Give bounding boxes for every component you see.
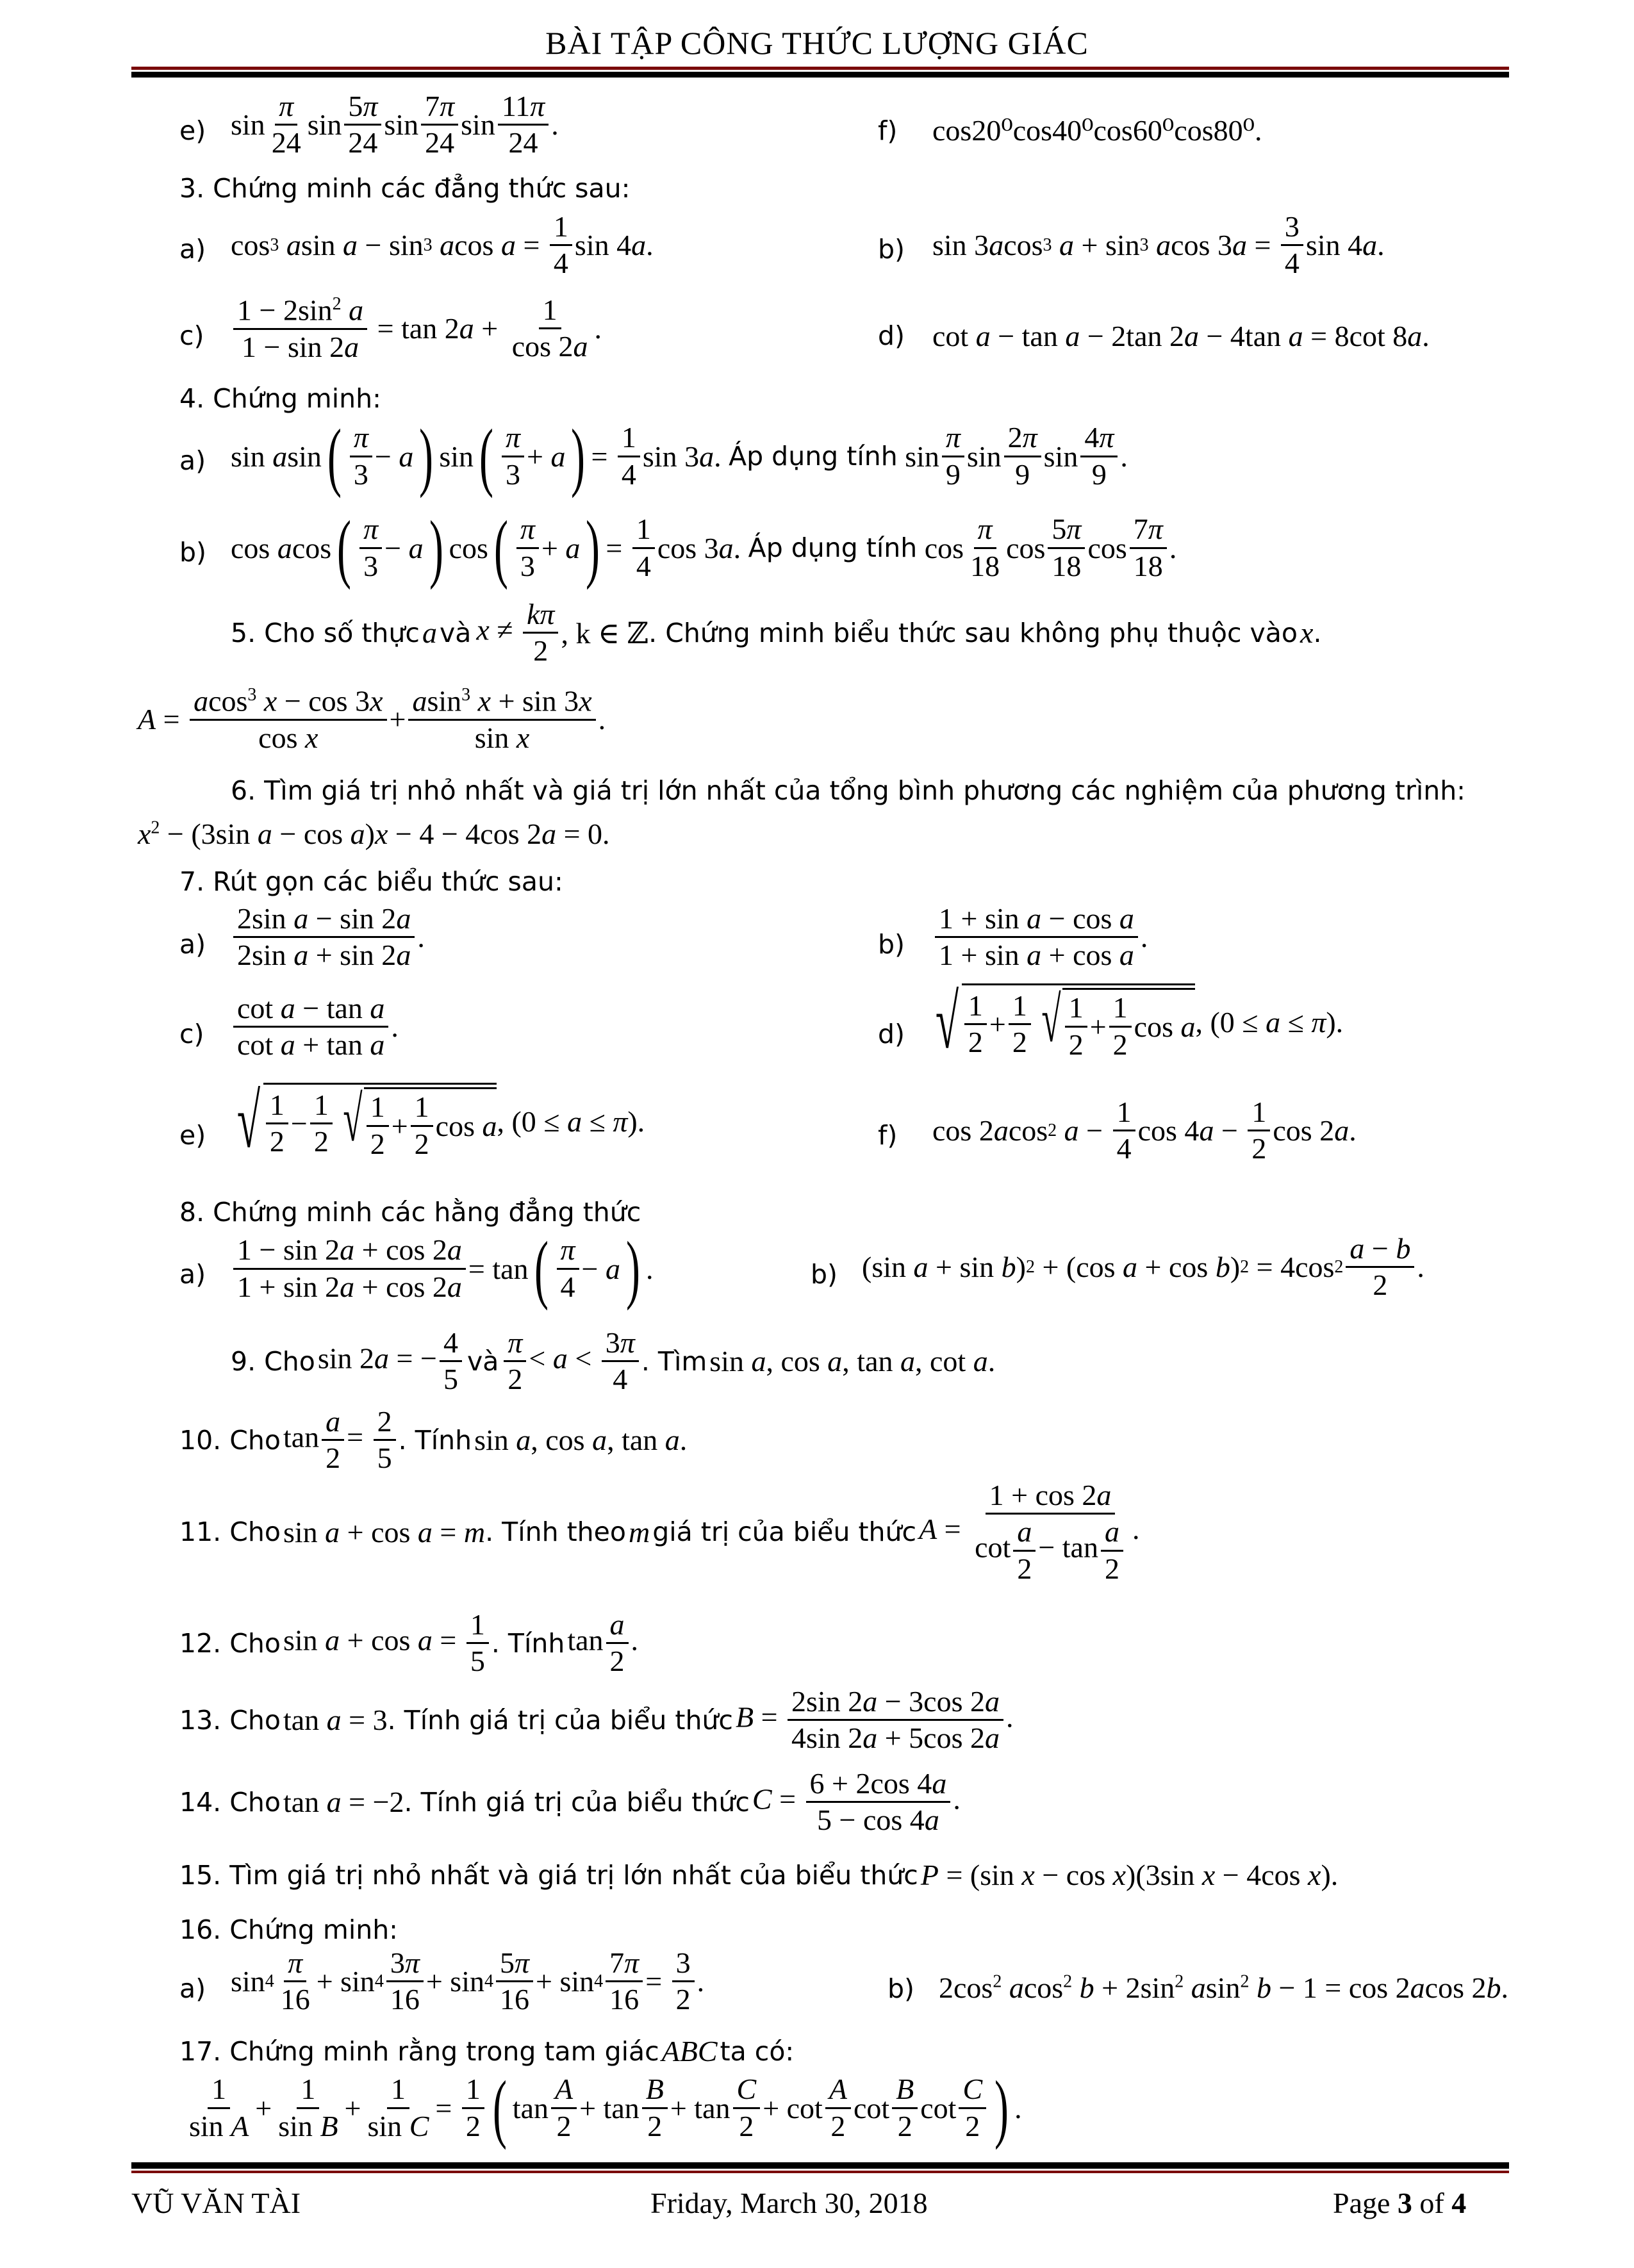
q5-title-post: . Chứng minh biểu thức sau không phụ thuộc vào xyxy=(648,617,1298,648)
q4-label-a: a) xyxy=(179,445,206,476)
q7c-formula: $\frac{\text{cot a − tan a}}{\text{cot a + tan a}}$ . xyxy=(231,993,399,1061)
q6-equation: $x^2 - (3\sin$ a − cos a)x − 4 − 4cos 2a = 0. xyxy=(138,818,610,850)
q14-post: . Tính giá trị của biểu thức xyxy=(404,1786,750,1818)
q13-expression: B = $\frac{2\sin 2a - 3\cos 2a}{4\sin 2a + 5\cos 2a}$ . xyxy=(735,1685,1014,1755)
header-rule-red xyxy=(131,67,1509,70)
q5-var-a: a xyxy=(422,616,437,650)
q4-title: 4. Chứng minh: xyxy=(179,383,381,414)
q4a-apply-text: Áp dụng tính xyxy=(729,441,898,472)
q17-abc: ABC xyxy=(661,2035,718,2067)
q9-pre: 9. Cho xyxy=(231,1345,315,1377)
q7-label-e: e) xyxy=(179,1120,206,1151)
q5-va: và xyxy=(439,617,472,648)
q14-given: tan a = −2 xyxy=(283,1786,404,1819)
q9-row xyxy=(231,1327,995,1395)
footer-rule-red xyxy=(131,2171,1509,2173)
q8b-formula: (sin a + sin b ) 2 + (cos a + cos b ) 2 = 4cos 2 $\frac{a - b}{2}$ . xyxy=(862,1232,1424,1302)
q5-title: 5. Cho số thực a và x ≠ $\frac{k\pi}{2}$ , k ∈ ℤ . Chứng minh biểu thức sau không phụ thuộc vào x . xyxy=(231,598,1322,668)
q17-title xyxy=(179,2034,794,2068)
q15-row xyxy=(179,1858,1338,1892)
footer-page-number xyxy=(1333,2186,1466,2220)
q16b-formula: $2\cos^2$ acos$^2$ $b + 2\sin^2$ asin$^2$ b − 1 = cos 2acos 2b. xyxy=(939,1971,1508,2004)
q5-k-cond: , k ∈ ℤ xyxy=(561,616,649,650)
q8a-formula: $\frac{1 - \sin 2a + \cos 2a}{1 + \sin 2a + \cos 2a}$ = tan ( $\frac{\pi}{4}$ − a ) . xyxy=(231,1230,653,1307)
q13-post: . Tính giá trị của biểu thức xyxy=(387,1704,733,1736)
q11-row xyxy=(179,1480,1139,1584)
q7-title: 7. Rút gọn các biểu thức sau: xyxy=(179,866,563,897)
q5-condition: x ≠ $\frac{k\pi}{2}$ xyxy=(476,599,561,667)
q17-title-pre: 17. Chứng minh rằng trong tam giác xyxy=(179,2035,659,2067)
q3-label-a: a) xyxy=(179,234,206,265)
q14-row xyxy=(179,1768,961,1836)
q7-label-d: d) xyxy=(878,1019,905,1049)
footer-author: VŨ VĂN TÀI xyxy=(131,2187,301,2219)
q10-tinh: . Tính xyxy=(398,1424,472,1456)
q11-given: sin a + cos a = m xyxy=(283,1515,486,1549)
page-header-title: BÀI TẬP CÔNG THỨC LƯỢNG GIÁC xyxy=(545,25,1089,61)
q11-var-m: m xyxy=(628,1515,650,1549)
q9-given: sin 2a = − $\frac{4}{5}$ xyxy=(318,1327,465,1395)
q12-pre: 12. Cho xyxy=(179,1627,281,1659)
q3-label-c: c) xyxy=(179,320,204,351)
q8-title: 8. Chứng minh các hằng đẳng thức xyxy=(179,1197,641,1228)
footer-page-total: 4 xyxy=(1451,2187,1467,2219)
q7-label-c: c) xyxy=(179,1019,204,1049)
q7a-formula: $\frac{\text{2sin a − sin 2a}}{\text{2sin a + sin 2a}}$ . xyxy=(231,903,425,971)
q10-given: tan $\frac{a}{2}$ = $\frac{2}{5}$ xyxy=(283,1406,399,1474)
q7b-formula: $\frac{\text{1 + sin a − cos a}}{\text{1 + sin a + cos a}}$ . xyxy=(932,903,1148,971)
footer-page-pre: Page xyxy=(1333,2187,1391,2219)
q9-range: $\frac{\pi}{2}$ < a < $\frac{3\pi}{4}$ xyxy=(501,1327,641,1395)
footer-date: Friday, March 30, 2018 xyxy=(650,2187,928,2219)
q16-label-b: b) xyxy=(887,1973,915,2004)
q16-title: 16. Chứng minh: xyxy=(179,1914,398,1945)
header-rule-black xyxy=(131,72,1509,78)
q15-pre: 15. Tìm giá trị nhỏ nhất và giá trị lớn nhất của biểu thức xyxy=(179,1859,918,1891)
q14-pre: 14. Cho xyxy=(179,1786,281,1818)
q10-row xyxy=(179,1406,687,1474)
q3-title: 3. Chứng minh các đẳng thức sau: xyxy=(179,173,631,204)
q3c-formula: $\frac{1 - 2\sin^2 a}{1 - \sin 2a}$ = tan 2 a + $\frac{1}{\cos 2a}$ . xyxy=(231,295,602,363)
q9-va: và xyxy=(466,1345,499,1377)
q3b-formula: sin 3 a cos 3 a + sin 3 a cos 3 a = $\frac{3}{4}$ sin 4 a . xyxy=(932,210,1385,280)
q9-tim: . Tìm xyxy=(641,1345,707,1377)
q16a-formula: sin 4 $\frac{\pi}{16}$ + sin 4 $\frac{3\pi}{16}$ + sin 4 $\frac{5\pi}{16}$ + sin 4 $\frac{7\pi}{16}$ = $\frac{3}{2}$ . xyxy=(231,1946,705,2016)
q2-label-f: f) xyxy=(878,115,898,146)
q2e-formula: sin $\frac{\pi}{24}$ sin $\frac{5\pi}{24}$ sin $\frac{7\pi}{24}$ sin $\frac{11\pi}{24}$ . xyxy=(231,90,559,160)
q4b-formula: cos a cos ( $\frac{\pi}{3}$ − a ) cos ( $\frac{\pi}{3}$ + a ) = $\frac{1}{4}$ cos 3 a . Áp dụng tính cos $\frac{\pi}{18}$ cos $\frac{5\pi}{18}$ cos $\frac{7\pi}{18}$ . xyxy=(231,505,1177,590)
q12-given: sin a + cos a = $\frac{1}{5}$ xyxy=(283,1609,491,1677)
q8-label-b: b) xyxy=(811,1259,838,1290)
q3-label-d: d) xyxy=(878,320,905,351)
q17-formula: $\frac{1}{\text{sin A}}$ + $\frac{1}{\text{sin B}}$ + $\frac{1}{\text{sin C}}$ = $\frac{1}{2}$ ( tan $\frac{A}{2}$ + tan $\frac{B}{2}$ + tan $\frac{C}{2}$ + cot $\frac{A}{2}$ cot $\frac{B}{2}$ cot $\frac{C}{2}$ ) . xyxy=(189,2065,1022,2150)
q11-pre: 11. Cho xyxy=(179,1516,281,1548)
q7d-formula: √ $\frac{1}{2}$ + $\frac{1}{2}$ √ $\frac{1}{2}$ + $\frac{1}{2}$ cos a , (0 ≤ a ≤ π ). xyxy=(935,979,1344,1064)
q8-label-a: a) xyxy=(179,1259,206,1290)
q3-label-b: b) xyxy=(878,234,905,265)
q4b-apply-text: Áp dụng tính xyxy=(748,532,918,563)
q11-expression: A = 1 + cos 2a cot $\frac{a}{2}$ − tan $\frac{a}{2}$ . xyxy=(919,1479,1140,1585)
q14-expression: C = $\frac{6 + 2\cos 4a}{5 - \cos 4a}$ . xyxy=(752,1767,961,1837)
q5-var-x: x xyxy=(1300,616,1314,650)
q2f-formula: cos20⁰cos40⁰cos60⁰cos80⁰. xyxy=(932,114,1262,147)
q3a-formula: cos 3 a sin a − sin 3 a cos a = $\frac{1}{4}$ sin 4 a . xyxy=(231,210,654,280)
q15-expression: P = (sin x − cos x)(3sin x − 4cos x). xyxy=(920,1859,1339,1891)
q9-find: sin a, cos a, tan a, cot a. xyxy=(709,1345,996,1378)
q3d-formula: cot a − tan a − 2tan 2a − 4tan a = 8cot 8a. xyxy=(932,320,1430,352)
footer-rule-black xyxy=(131,2162,1509,2169)
q7-label-a: a) xyxy=(179,929,206,960)
q13-pre: 13. Cho xyxy=(179,1704,281,1736)
q4a-formula: sin a sin ( $\frac{\pi}{3}$ − a ) sin ( $\frac{\pi}{3}$ + a ) = $\frac{1}{4}$ sin 3 a . Áp dụng tính sin $\frac{\pi}{9}$ sin $\frac{2\pi}{9}$ sin $\frac{4\pi}{9}$ . xyxy=(231,413,1128,498)
q4-label-b: b) xyxy=(179,537,207,568)
q13-given: tan a = 3 xyxy=(283,1704,388,1737)
q16-label-a: a) xyxy=(179,1973,206,2004)
q5-title-pre: 5. Cho số thực xyxy=(231,617,420,648)
q7f-formula: cos 2 a cos 2 a − $\frac{1}{4}$ cos 4 a − $\frac{1}{2}$ cos 2 a . xyxy=(932,1096,1357,1165)
q11-post: giá trị của biểu thức xyxy=(652,1516,917,1548)
q11-mid: . Tính theo xyxy=(485,1516,626,1548)
q13-row xyxy=(179,1686,1013,1754)
q17-title-post: ta có: xyxy=(720,2035,795,2067)
footer-page-current: 3 xyxy=(1397,2187,1412,2219)
q2-label-e: e) xyxy=(179,115,206,146)
q7e-formula: √ $\frac{1}{2}$ − $\frac{1}{2}$ √ $\frac{1}{2}$ + $\frac{1}{2}$ cos a , (0 ≤ a ≤ π ). xyxy=(236,1078,645,1163)
q6-title: 6. Tìm giá trị nhỏ nhất và giá trị lớn nhất của tổng bình phương các nghiệm của phương trình: xyxy=(231,775,1465,806)
q7-label-f: f) xyxy=(878,1120,898,1151)
q10-pre: 10. Cho xyxy=(179,1424,281,1456)
q12-row xyxy=(179,1609,638,1677)
footer-page-of: of xyxy=(1419,2187,1444,2219)
q5-expression: A = $\frac{acos^3 x - \cos 3x}{\text{cos x}}$ + $\frac{asin^3 x + \sin 3x}{\text{sin x}}$ . xyxy=(138,684,606,754)
q7-label-b: b) xyxy=(878,929,905,960)
q12-tinh: . Tính xyxy=(491,1627,565,1659)
q10-find: sin a, cos a, tan a. xyxy=(474,1424,688,1457)
q12-find: tan $\frac{a}{2}$ . xyxy=(567,1608,639,1678)
